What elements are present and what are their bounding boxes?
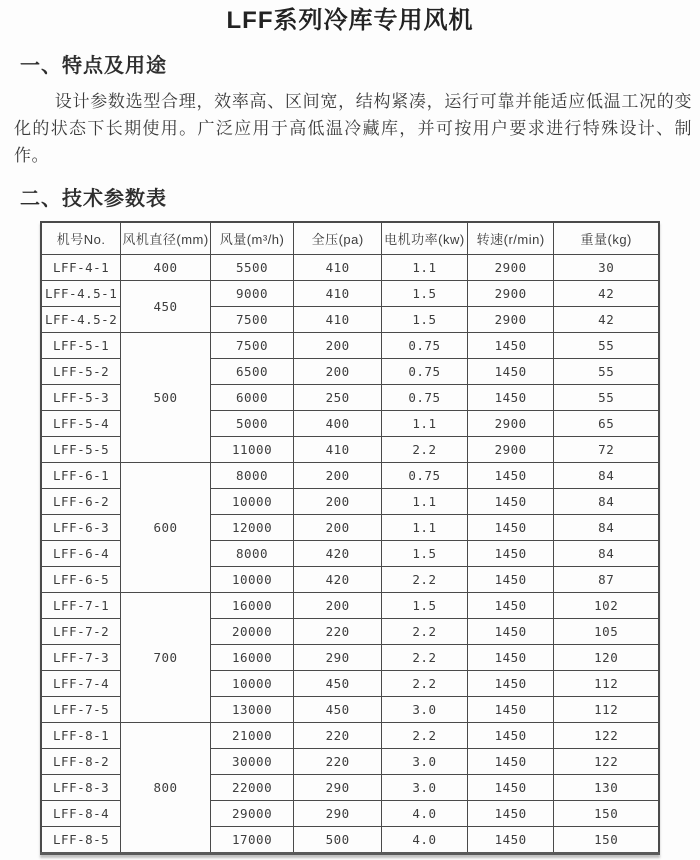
cell-diameter: 500 <box>121 333 211 463</box>
cell-model: LFF-8-5 <box>41 827 121 854</box>
cell-pressure: 410 <box>294 255 382 281</box>
cell-airflow: 7500 <box>210 307 293 333</box>
cell-pressure: 450 <box>294 697 382 723</box>
table-row <box>41 255 659 281</box>
cell-speed: 1450 <box>467 775 554 801</box>
cell-power: 4.0 <box>382 801 468 827</box>
cell-speed: 1450 <box>467 697 554 723</box>
features-paragraph: 设计参数选型合理，效率高、区间宽，结构紧凑，运行可靠并能适应低温工况的变化的状态下长期使用。广泛应用于高低温冷藏库，并可按用户要求进行特殊设计、制作。 <box>14 92 692 165</box>
cell-weight: 112 <box>554 671 659 697</box>
cell-power: 1.5 <box>382 541 468 567</box>
cell-weight: 122 <box>554 749 659 775</box>
cell-model: LFF-7-3 <box>41 645 121 671</box>
cell-airflow: 5000 <box>210 411 293 437</box>
cell-pressure: 420 <box>294 567 382 593</box>
cell-airflow: 12000 <box>210 515 293 541</box>
cell-airflow: 10000 <box>210 671 293 697</box>
cell-model: LFF-7-1 <box>41 593 121 619</box>
cell-power: 0.75 <box>382 385 468 411</box>
cell-model: LFF-6-2 <box>41 489 121 515</box>
cell-weight: 65 <box>554 411 659 437</box>
cell-pressure: 200 <box>294 515 382 541</box>
cell-airflow: 8000 <box>210 463 293 489</box>
cell-diameter: 450 <box>121 281 211 333</box>
cell-airflow: 6500 <box>210 359 293 385</box>
cell-speed: 1450 <box>467 671 554 697</box>
cell-airflow: 30000 <box>210 749 293 775</box>
cell-model: LFF-4.5-2 <box>41 307 121 333</box>
cell-power: 0.75 <box>382 463 468 489</box>
cell-model: LFF-7-2 <box>41 619 121 645</box>
cell-speed: 1450 <box>467 749 554 775</box>
cell-speed: 2900 <box>467 281 554 307</box>
column-header: 机号No. <box>41 222 121 255</box>
cell-pressure: 250 <box>294 385 382 411</box>
cell-power: 3.0 <box>382 749 468 775</box>
cell-weight: 42 <box>554 281 659 307</box>
cell-speed: 1450 <box>467 515 554 541</box>
cell-weight: 130 <box>554 775 659 801</box>
cell-model: LFF-4-1 <box>41 255 121 281</box>
cell-speed: 1450 <box>467 489 554 515</box>
cell-airflow: 5500 <box>210 255 293 281</box>
cell-speed: 1450 <box>467 593 554 619</box>
cell-model: LFF-6-1 <box>41 463 121 489</box>
cell-power: 3.0 <box>382 697 468 723</box>
cell-weight: 84 <box>554 541 659 567</box>
cell-weight: 102 <box>554 593 659 619</box>
cell-pressure: 450 <box>294 671 382 697</box>
cell-power: 2.2 <box>382 671 468 697</box>
cell-pressure: 200 <box>294 593 382 619</box>
spec-table-body <box>41 255 659 854</box>
document-page <box>0 6 700 860</box>
cell-power: 1.5 <box>382 593 468 619</box>
cell-weight: 120 <box>554 645 659 671</box>
cell-weight: 42 <box>554 307 659 333</box>
cell-speed: 1450 <box>467 801 554 827</box>
cell-speed: 1450 <box>467 333 554 359</box>
cell-diameter: 800 <box>121 723 211 854</box>
cell-speed: 2900 <box>467 307 554 333</box>
cell-weight: 55 <box>554 333 659 359</box>
table-row <box>41 723 659 749</box>
cell-weight: 84 <box>554 515 659 541</box>
cell-model: LFF-5-5 <box>41 437 121 463</box>
cell-pressure: 290 <box>294 775 382 801</box>
cell-airflow: 20000 <box>210 619 293 645</box>
column-header: 风量(m³/h) <box>210 222 293 255</box>
cell-weight: 87 <box>554 567 659 593</box>
cell-weight: 30 <box>554 255 659 281</box>
cell-power: 1.1 <box>382 411 468 437</box>
cell-speed: 2900 <box>467 255 554 281</box>
cell-diameter: 400 <box>121 255 211 281</box>
cell-speed: 1450 <box>467 619 554 645</box>
cell-diameter: 700 <box>121 593 211 723</box>
cell-airflow: 16000 <box>210 645 293 671</box>
cell-pressure: 220 <box>294 619 382 645</box>
cell-power: 1.5 <box>382 281 468 307</box>
cell-airflow: 9000 <box>210 281 293 307</box>
spec-table <box>40 221 660 855</box>
cell-power: 1.1 <box>382 489 468 515</box>
section-heading-specs: 二、技术参数表 <box>20 188 167 210</box>
cell-airflow: 6000 <box>210 385 293 411</box>
table-row <box>41 593 659 619</box>
cell-model: LFF-8-4 <box>41 801 121 827</box>
cell-weight: 84 <box>554 463 659 489</box>
cell-model: LFF-5-3 <box>41 385 121 411</box>
cell-pressure: 400 <box>294 411 382 437</box>
section-heading-features: 一、特点及用途 <box>20 55 167 77</box>
table-header-row <box>41 222 659 255</box>
cell-pressure: 220 <box>294 723 382 749</box>
cell-airflow: 13000 <box>210 697 293 723</box>
table-row <box>41 333 659 359</box>
cell-airflow: 29000 <box>210 801 293 827</box>
cell-weight: 72 <box>554 437 659 463</box>
cell-weight: 105 <box>554 619 659 645</box>
cell-diameter: 600 <box>121 463 211 593</box>
cell-power: 2.2 <box>382 723 468 749</box>
cell-airflow: 8000 <box>210 541 293 567</box>
cell-pressure: 410 <box>294 307 382 333</box>
cell-pressure: 500 <box>294 827 382 854</box>
cell-weight: 122 <box>554 723 659 749</box>
cell-airflow: 17000 <box>210 827 293 854</box>
cell-pressure: 410 <box>294 281 382 307</box>
cell-pressure: 290 <box>294 801 382 827</box>
table-row <box>41 463 659 489</box>
cell-pressure: 200 <box>294 489 382 515</box>
column-header: 全压(pa) <box>294 222 382 255</box>
cell-power: 2.2 <box>382 645 468 671</box>
cell-model: LFF-8-1 <box>41 723 121 749</box>
cell-power: 0.75 <box>382 359 468 385</box>
cell-model: LFF-6-5 <box>41 567 121 593</box>
cell-airflow: 10000 <box>210 489 293 515</box>
cell-model: LFF-7-4 <box>41 671 121 697</box>
table-row <box>41 281 659 307</box>
cell-model: LFF-7-5 <box>41 697 121 723</box>
page-title: LFF系列冷库专用风机 <box>226 7 474 34</box>
column-header: 转速(r/min) <box>467 222 554 255</box>
column-header: 风机直径(mm) <box>121 222 211 255</box>
cell-weight: 55 <box>554 385 659 411</box>
cell-power: 2.2 <box>382 437 468 463</box>
cell-airflow: 22000 <box>210 775 293 801</box>
cell-power: 3.0 <box>382 775 468 801</box>
cell-power: 2.2 <box>382 619 468 645</box>
cell-speed: 1450 <box>467 541 554 567</box>
cell-airflow: 7500 <box>210 333 293 359</box>
cell-model: LFF-8-2 <box>41 749 121 775</box>
cell-power: 2.2 <box>382 567 468 593</box>
cell-model: LFF-6-4 <box>41 541 121 567</box>
cell-weight: 112 <box>554 697 659 723</box>
cell-power: 1.5 <box>382 307 468 333</box>
cell-airflow: 10000 <box>210 567 293 593</box>
cell-airflow: 16000 <box>210 593 293 619</box>
cell-weight: 150 <box>554 801 659 827</box>
cell-speed: 1450 <box>467 567 554 593</box>
column-header: 电机功率(kw) <box>382 222 468 255</box>
cell-power: 4.0 <box>382 827 468 854</box>
cell-speed: 1450 <box>467 463 554 489</box>
cell-speed: 2900 <box>467 411 554 437</box>
cell-speed: 1450 <box>467 723 554 749</box>
cell-model: LFF-8-3 <box>41 775 121 801</box>
cell-airflow: 11000 <box>210 437 293 463</box>
cell-weight: 150 <box>554 827 659 854</box>
cell-pressure: 200 <box>294 333 382 359</box>
cell-model: LFF-4.5-1 <box>41 281 121 307</box>
cell-pressure: 220 <box>294 749 382 775</box>
cell-speed: 1450 <box>467 359 554 385</box>
cell-speed: 1450 <box>467 385 554 411</box>
cell-speed: 1450 <box>467 827 554 854</box>
cell-weight: 55 <box>554 359 659 385</box>
cell-weight: 84 <box>554 489 659 515</box>
cell-power: 1.1 <box>382 515 468 541</box>
cell-pressure: 410 <box>294 437 382 463</box>
cell-speed: 1450 <box>467 645 554 671</box>
cell-power: 1.1 <box>382 255 468 281</box>
cell-model: LFF-5-4 <box>41 411 121 437</box>
column-header: 重量(kg) <box>554 222 659 255</box>
cell-model: LFF-5-1 <box>41 333 121 359</box>
cell-pressure: 200 <box>294 463 382 489</box>
cell-power: 0.75 <box>382 333 468 359</box>
cell-pressure: 290 <box>294 645 382 671</box>
cell-model: LFF-5-2 <box>41 359 121 385</box>
cell-airflow: 21000 <box>210 723 293 749</box>
cell-pressure: 200 <box>294 359 382 385</box>
cell-model: LFF-6-3 <box>41 515 121 541</box>
cell-speed: 2900 <box>467 437 554 463</box>
cell-pressure: 420 <box>294 541 382 567</box>
